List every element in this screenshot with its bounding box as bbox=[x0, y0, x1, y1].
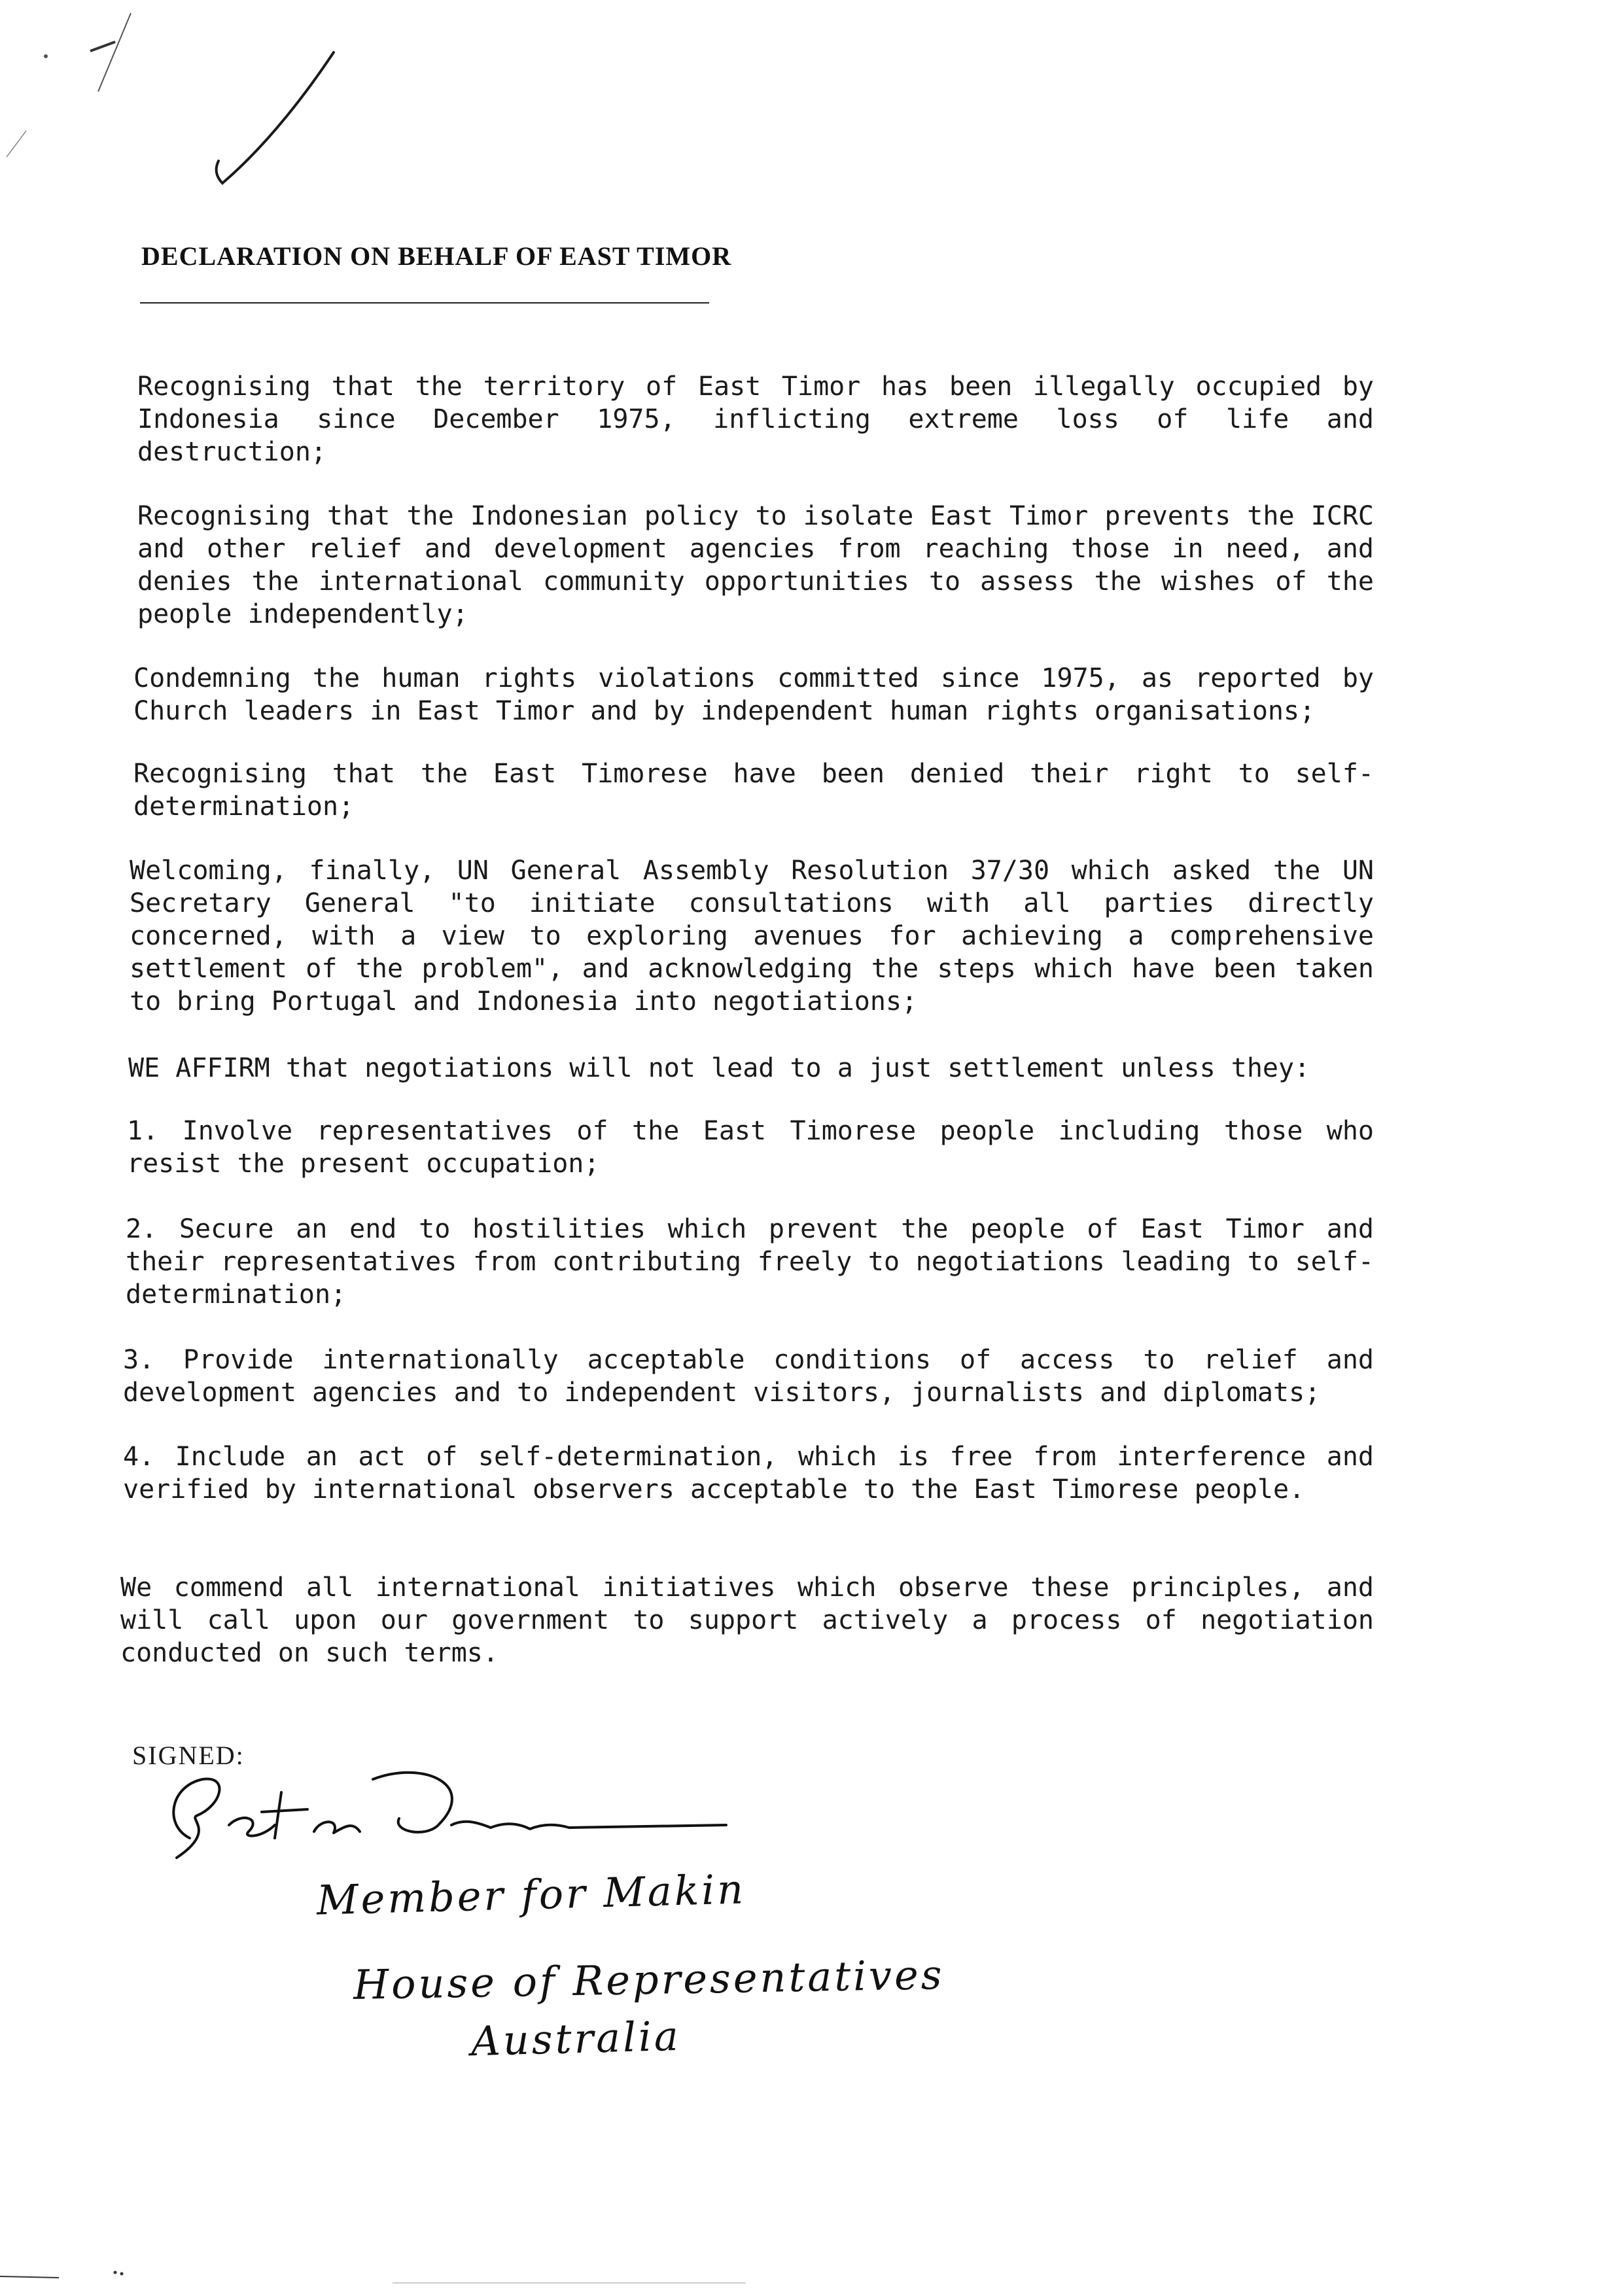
list-item-2: 2. Secure an end to hostilities which prevent the people of East Timor and their representatives from contributing freely to negotiations leading to self-determination; bbox=[126, 1214, 1374, 1310]
document-title: DECLARATION ON BEHALF OF EAST TIMOR bbox=[141, 241, 732, 271]
paragraph-we-affirm: WE AFFIRM that negotiations will not lead to a just settlement unless they: bbox=[128, 1053, 1310, 1083]
signed-label: SIGNED: bbox=[132, 1741, 245, 1770]
paragraph-welcoming-resolution: Welcoming, finally, UN General Assembly Resolution 37/30 which asked the UN Secretary General "to initiate consultations with all parties directly concerned, with a view to exploring avenues for achieving a comprehensive settlement of the problem", and acknowledging the steps which have been taken to bring Portugal and Indonesia into negotiations; bbox=[130, 856, 1374, 1017]
handwritten-country-line: Australia bbox=[470, 2011, 682, 2066]
bottom-edge-marks bbox=[0, 2250, 1612, 2296]
paragraph-condemning-violations: Condemning the human rights violations committed since 1975, as reported by Church leaders in East Timor and by independent human rights organisations; bbox=[133, 663, 1374, 726]
handwritten-house-line: House of Representatives bbox=[353, 1951, 945, 2009]
paragraph-recognising-occupation: Recognising that the territory of East Timor has been illegally occupied by Indonesia since December 1975, inflicting extreme loss of life and destruction; bbox=[137, 372, 1374, 467]
list-item-1: 1. Involve representatives of the East Timorese people including those who resist the present occupation; bbox=[127, 1116, 1374, 1179]
corner-scribble-marks bbox=[0, 0, 170, 170]
paragraph-recognising-self-determination: Recognising that the East Timorese have been denied their right to self-determination; bbox=[133, 759, 1374, 822]
paragraph-we-commend: We commend all international initiatives which observe these principles, and will call upon our government to support actively a process of negotiation conducted on such terms. bbox=[120, 1573, 1374, 1668]
paragraph-recognising-isolation: Recognising that the Indonesian policy to isolate East Timor prevents the ICRC and other relief and development agencies from reaching those in need, and denies the international community opportunities to assess the wishes of the people independently; bbox=[137, 501, 1374, 629]
handwritten-check-mark bbox=[196, 46, 353, 203]
title-underline bbox=[140, 302, 709, 304]
list-item-4: 4. Include an act of self-determination, which is free from interference and verified by international observers acceptable to the East Timorese people. bbox=[123, 1442, 1374, 1505]
handwritten-member-line: Member for Makin bbox=[316, 1865, 746, 1924]
handwritten-signature bbox=[150, 1760, 739, 1864]
list-item-3: 3. Provide internationally acceptable conditions of access to relief and development agencies and to independent visitors, journalists and diplomats; bbox=[123, 1345, 1374, 1408]
